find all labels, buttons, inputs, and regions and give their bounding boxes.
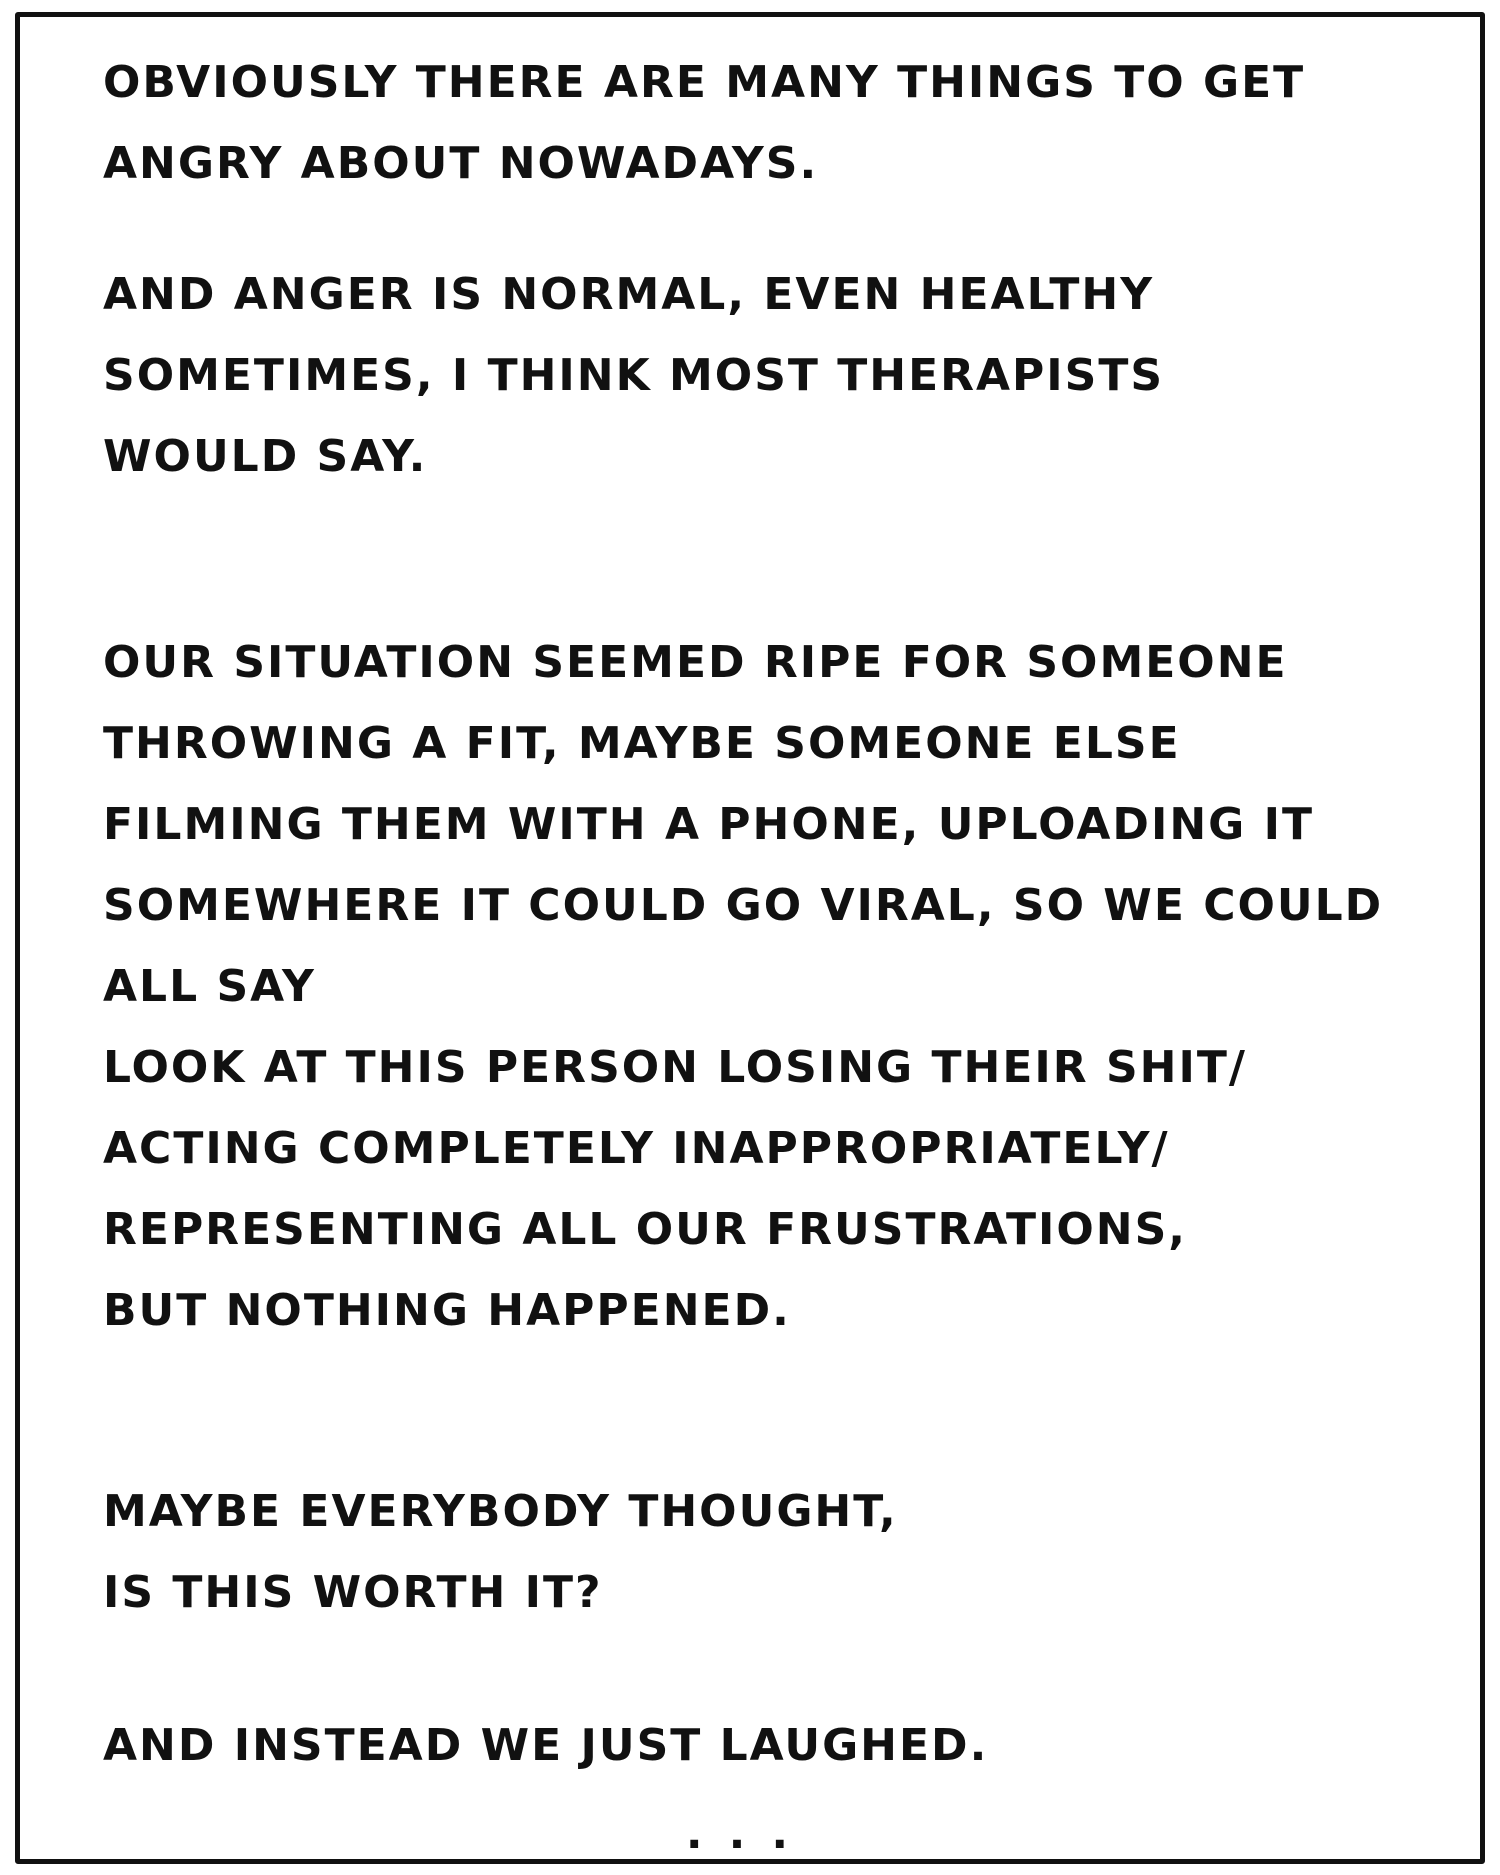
text-line: SOMETIMES, I THINK MOST THERAPISTS — [103, 350, 1165, 401]
text-line: IS THIS WORTH IT? — [103, 1567, 603, 1618]
text-line: BUT NOTHING HAPPENED. — [103, 1285, 791, 1336]
paragraph-1 — [103, 42, 1443, 204]
paragraph-3 — [103, 622, 1443, 1351]
paragraph-2 — [103, 254, 1443, 497]
paragraph-4 — [103, 1471, 1443, 1633]
text-line: SOMEWHERE IT COULD GO VIRAL, SO WE COULD — [103, 880, 1384, 931]
text-line: REPRESENTING ALL OUR FRUSTRATIONS, — [103, 1204, 1188, 1255]
text-line: THROWING A FIT, MAYBE SOMEONE ELSE — [103, 718, 1181, 769]
text-line: ALL SAY — [103, 961, 316, 1012]
text-line: AND ANGER IS NORMAL, EVEN HEALTHY — [103, 269, 1155, 320]
text-line: OUR SITUATION SEEMED RIPE FOR SOMEONE — [103, 637, 1288, 688]
comic-text-block — [103, 42, 1443, 1786]
text-line: MAYBE EVERYBODY THOUGHT, — [103, 1486, 898, 1537]
text-line: WOULD SAY. — [103, 431, 428, 482]
text-line: LOOK AT THIS PERSON LOSING THEIR SHIT/ — [103, 1042, 1247, 1093]
text-line: ACTING COMPLETELY INAPPROPRIATELY/ — [103, 1123, 1170, 1174]
text-line: OBVIOUSLY THERE ARE MANY THINGS TO GET — [103, 57, 1306, 108]
text-line: ANGRY ABOUT NOWADAYS. — [103, 138, 819, 189]
paragraph-5 — [103, 1705, 1443, 1786]
text-line: FILMING THEM WITH A PHONE, UPLOADING IT — [103, 799, 1314, 850]
ellipsis: ... — [685, 1808, 815, 1859]
text-line: AND INSTEAD WE JUST LAUGHED. — [103, 1720, 989, 1771]
